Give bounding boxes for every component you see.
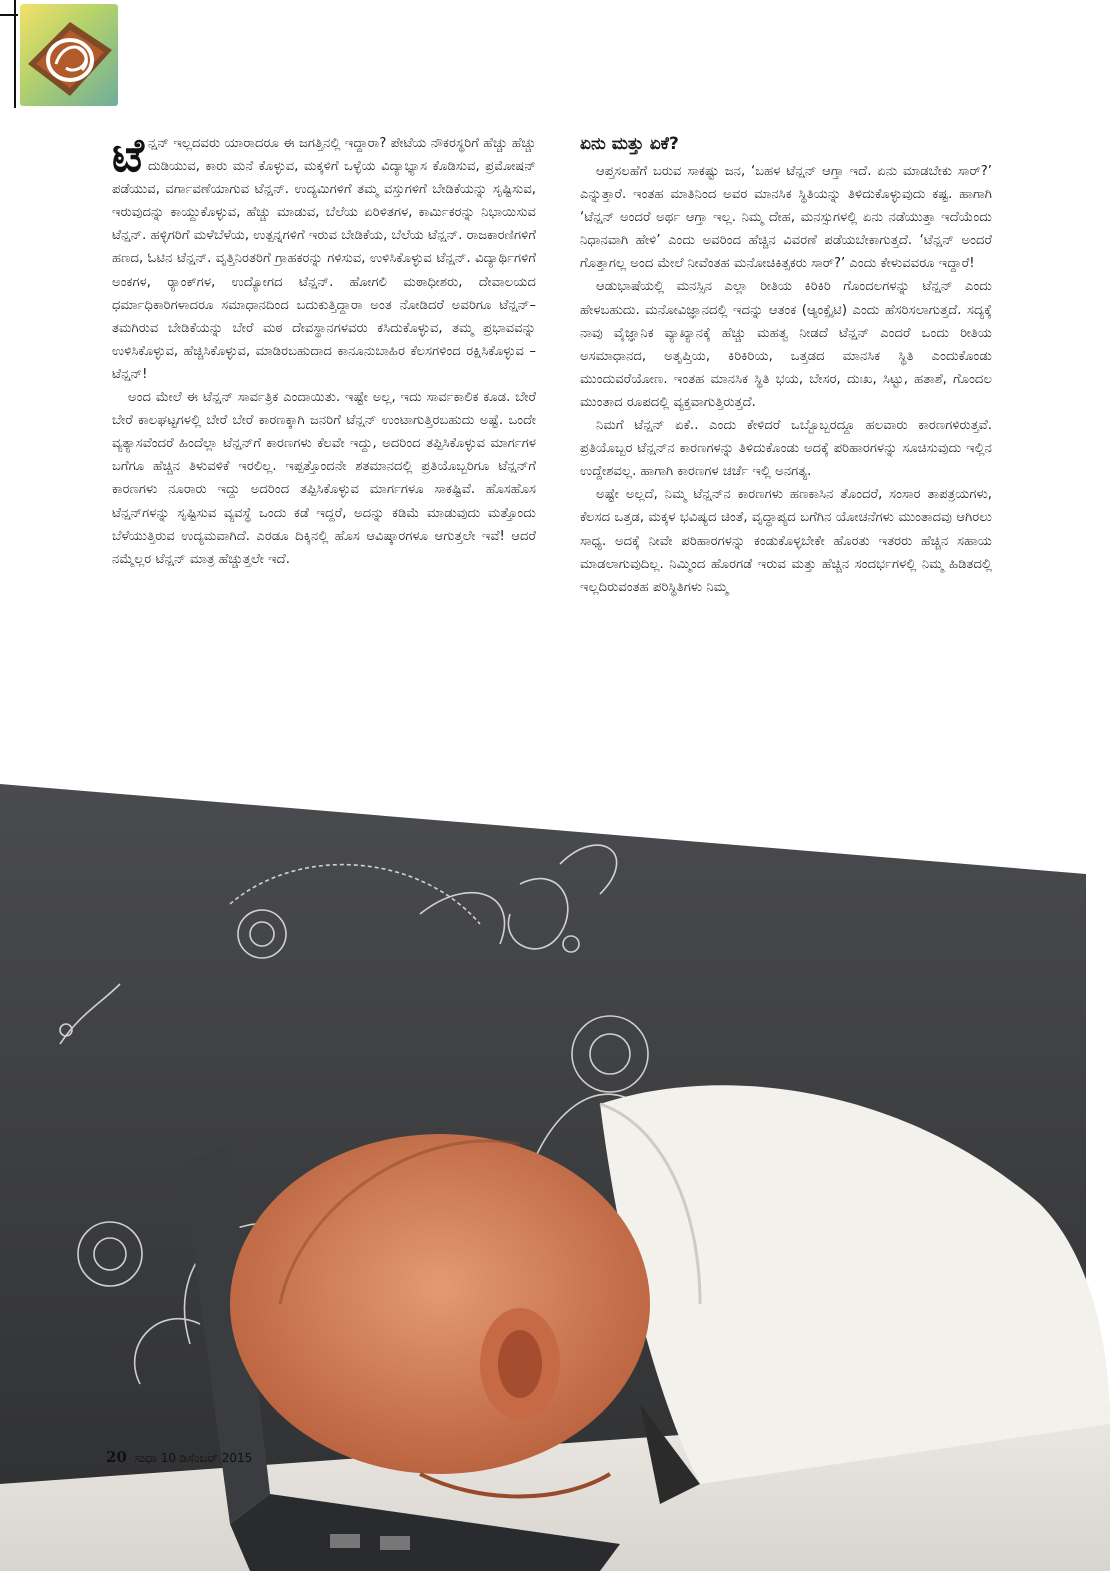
section-heading: ಏನು ಮತ್ತು ಏಕೆ? [580,134,679,154]
page-number: 20 [106,1448,127,1466]
issue-date: 10 ಡಿಸೆಂಬರ್ 2015 [160,1451,253,1465]
crop-mark [14,0,16,108]
article-paragraph [112,128,536,386]
article-paragraph: ಅಷ್ಟೇ ಅಲ್ಲದೆ, ನಿಮ್ಮ ಟೆನ್ಷನ್‌ನ ಕಾರಣಗಳು ಹಣಕಾಸಿನ ತೊಂದರೆ, ಸಂಸಾರ ತಾಪತ್ರಯಗಳು, ಕೆಲಸದ ಒತ್ತಡ, ಮಕ್ಕಳ ಭವಿಷ್ಯದ ಚಿಂತೆ, ವೃದ್ಧಾಪ್ಯದ ಬಗೆಗಿನ ಯೋಚನೆಗಳು ಮುಂತಾದವು ಆಗಿರಲು ಸಾಧ್ಯ. ಅದಕ್ಕೆ ನೀವೇ ಪರಿಹಾರಗಳನ್ನು ಕಂಡುಕೊಳ್ಳಬೇಕೇ ಹೊರತು ಇತರರು ಹೆಚ್ಚಿನ ಸಹಾಯ ಮಾಡಲಾಗುವುದಿಲ್ಲ. ನಿಮ್ಮಿಂದ ಹೊರಗಡೆ ಇರುವ ಮತ್ತು ಹೆಚ್ಚಿನ ಸಂದರ್ಭಗಳಲ್ಲಿ ನಿಮ್ಮ ಹಿಡಿತದಲ್ಲಿ ಇಲ್ಲದಿರುವಂತಹ ಪರಿಸ್ಥಿತಿಗಳು ನಿಮ್ಮ [580,487,992,595]
article-right-column [580,132,992,599]
section-logo [20,4,118,106]
drop-cap: ಟೆ [112,128,144,182]
article-paragraph: ಆಡುಭಾಷೆಯಲ್ಲಿ ಮನಸ್ಸಿನ ಎಲ್ಲಾ ರೀತಿಯ ಕಿರಿಕಿರಿ ಗೊಂದಲಗಳನ್ನು ಟೆನ್ಷನ್ ಎಂದು ಹೇಳಬಹುದು. ಮನೋವಿಜ್ಞಾನದಲ್ಲಿ ಇದನ್ನು ಆತಂಕ (ಆ್ಯಂಕ್ಸೈಟಿ) ಎಂದು ಹೆಸರಿಸಲಾಗುತ್ತದೆ. ಸದ್ಯಕ್ಕೆ ನಾವು ವೈಜ್ಞಾನಿಕ ವ್ಯಾಖ್ಯಾನಕ್ಕೆ ಹೆಚ್ಚು ಮಹತ್ವ ನೀಡದೆ ಟೆನ್ಷನ್ ಎಂದರೆ ಒಂದು ರೀತಿಯ ಅಸಮಾಧಾನದ, ಅತೃಪ್ತಿಯ, ಕಿರಿಕಿರಿಯ, ಒತ್ತಡದ ಮಾನಸಿಕ ಸ್ಥಿತಿ ಎಂದುಕೊಂಡು ಮುಂದುವರೆಯೋಣ. ಇಂತಹ ಮಾನಸಿಕ ಸ್ಥಿತಿ ಭಯ, ಬೇಸರ, ದುಃಖ, ಸಿಟ್ಟು, ಹತಾಶೆ, ಗೊಂದಲ ಮುಂತಾದ ರೂಪದಲ್ಲಿ ವ್ಯಕ್ತವಾಗುತ್ತಿರುತ್ತದೆ. [580,279,992,410]
page-footer [106,1448,252,1466]
article-paragraph: ಅಂದ ಮೇಲೆ ಈ ಟೆನ್ಷನ್ ಸಾರ್ವತ್ರಿಕ ಎಂದಾಯಿತು. ಇಷ್ಟೇ ಅಲ್ಲ, ಇದು ಸಾರ್ವಕಾಲಿಕ ಕೂಡ. ಬೇರೆ ಬೇರೆ ಕಾಲಘಟ್ಟಗಳಲ್ಲಿ ಬೇರೆ ಬೇರೆ ಕಾರಣಕ್ಕಾಗಿ ಜನರಿಗೆ ಟೆನ್ಷನ್ ಉಂಟಾಗುತ್ತಿರಬಹುದು ಅಷ್ಟೆ. ಒಂದೇ ವ್ಯತ್ಯಾಸವೆಂದರೆ ಹಿಂದೆಲ್ಲಾ ಟೆನ್ಷನ್‌ಗೆ ಕಾರಣಗಳು ಕೆಲವೇ ಇದ್ದು, ಅದರಿಂದ ತಪ್ಪಿಸಿಕೊಳ್ಳುವ ಮಾರ್ಗಗಳ ಬಗೆಗೂ ಹೆಚ್ಚಿನ ತಿಳುವಳಿಕೆ ಇರಲಿಲ್ಲ. ಇಪ್ಪತ್ತೊಂದನೇ ಶತಮಾನದಲ್ಲಿ ಪ್ರತಿಯೊಬ್ಬರಿಗೂ ಟೆನ್ಷನ್‌ಗೆ ಕಾರಣಗಳು ನೂರಾರು ಇದ್ದು ಅದರಿಂದ ತಪ್ಪಿಸಿಕೊಳ್ಳುವ ಮಾರ್ಗಗಳೂ ಸಾಕಷ್ಟಿವೆ. ಹೊಸಹೊಸ ಟೆನ್ಷನ್‌ಗಳನ್ನು ಸೃಷ್ಟಿಸುವ ವ್ಯವಸ್ಥೆ ಒಂದು ಕಡೆ ಇದ್ದರೆ, ಅದನ್ನು ಕಡಿಮೆ ಮಾಡುವುದು ಮತ್ತೊಂದು ಬೆಳೆಯುತ್ತಿರುವ ಉದ್ಯಮವಾಗಿದೆ. ಎರಡೂ ದಿಕ್ಕಿನಲ್ಲಿ ಹೊಸ ಆವಿಷ್ಕಾರಗಳೂ ಆಗುತ್ತಲೇ ಇವೆ! ಆದರೆ ನಮ್ಮೆಲ್ಲರ ಟೆನ್ಷನ್ ಮಾತ್ರ ಹೆಚ್ಚುತ್ತಲೇ ಇದೆ. [112,390,536,567]
article-left-column [112,128,536,571]
article-paragraph: ಆಪ್ತಸಲಹೆಗೆ ಬರುವ ಸಾಕಷ್ಟು ಜನ, ‘ಬಹಳ ಟೆನ್ಷನ್ ಆಗ್ತಾ ಇದೆ. ಏನು ಮಾಡಬೇಕು ಸಾರ್?’ ಎನ್ನುತ್ತಾರೆ. ಇಂತಹ ಮಾತಿನಿಂದ ಅವರ ಮಾನಸಿಕ ಸ್ಥಿತಿಯನ್ನು ತಿಳಿದುಕೊಳ್ಳುವುದು ಕಷ್ಟ. ಹಾಗಾಗಿ ‘ಟೆನ್ಷನ್ ಅಂದರೆ ಅರ್ಥ ಆಗ್ತಾ ಇಲ್ಲ. ನಿಮ್ಮ ದೇಹ, ಮನಸ್ಸುಗಳಲ್ಲಿ ಏನು ನಡೆಯುತ್ತಾ ಇದೆಯೆಂದು ನಿಧಾನವಾಗಿ ಹೇಳಿ’ ಎಂದು ಅವರಿಂದ ಹೆಚ್ಚಿನ ವಿವರಣೆ ಪಡೆಯಬೇಕಾಗುತ್ತದೆ. ‘ಟೆನ್ಷನ್ ಅಂದರೆ ಗೊತ್ತಾಗಲ್ಲ ಅಂದ ಮೇಲೆ ನೀವೆಂತಹ ಮನೋಚಿಕಿತ್ಸಕರು ಸಾರ್?’ ಎಂದು ಕೇಳುವವರೂ ಇದ್ದಾರೆ! [580,164,992,272]
magazine-name: ಸುಧಾ [134,1451,157,1465]
crop-mark [0,14,18,16]
paragraph-text: ನ್ಷನ್ ಇಲ್ಲದವರು ಯಾರಾದರೂ ಈ ಜಗತ್ತಿನಲ್ಲಿ ಇದ್ದಾರಾ? ಪೇಟೆಯ ನೌಕರಸ್ಥರಿಗೆ ಹೆಚ್ಚು ಹೆಚ್ಚು ದುಡಿಯುವ, ಕಾರು ಮನೆ ಕೊಳ್ಳುವ, ಮಕ್ಕಳಿಗೆ ಒಳ್ಳೆಯ ವಿದ್ಯಾಭ್ಯಾಸ ಕೊಡಿಸುವ, ಪ್ರಮೋಷನ್ ಪಡೆಯುವ, ವರ್ಗಾವಣೆಯಾಗುವ ಟೆನ್ಷನ್. ಉದ್ಯಮಿಗಳಿಗೆ ತಮ್ಮ ವಸ್ತುಗಳಿಗೆ ಬೇಡಿಕೆಯನ್ನು ಸೃಷ್ಟಿಸುವ, ಇರುವುದನ್ನು ಕಾಯ್ದುಕೊಳ್ಳುವ, ಹೆಚ್ಚು ಮಾಡುವ, ಬೆಲೆಯ ಏರಿಳಿತಗಳ, ಕಾರ್ಮಿಕರನ್ನು ನಿಭಾಯಿಸುವ ಟೆನ್ಷನ್. ಹಳ್ಳಿಗರಿಗೆ ಮಳೆಬೆಳೆಯ, ಉತ್ಪನ್ನಗಳಿಗೆ ಇರುವ ಬೇಡಿಕೆಯ, ಬೆಲೆಯ ಟೆನ್ಷನ್. ರಾಜಕಾರಣಿಗಳಿಗೆ ಹಣದ, ಓಟಿನ ಟೆನ್ಷನ್. ವೃತ್ತಿನಿರತರಿಗೆ ಗ್ರಾಹಕರನ್ನು ಗಳಿಸುವ, ಉಳಿಸಿಕೊಳ್ಳುವ ಟೆನ್ಷನ್. ವಿದ್ಯಾರ್ಥಿಗಳಿಗೆ ಅಂಕಗಳ, ರ್‍ಯಾಂಕ್‌ಗಳ, ಉದ್ಯೋಗದ ಟೆನ್ಷನ್. ಹೋಗಲಿ ಮಠಾಧೀಶರು, ದೇವಾಲಯದ ಧರ್ಮಾಧಿಕಾರಿಗಳಾದರೂ ಸಮಾಧಾನದಿಂದ ಬದುಕುತ್ತಿದ್ದಾರಾ ಅಂತ ನೋಡಿದರೆ ಅವರಿಗೂ ಟೆನ್ಷನ್– ತಮಗಿರುವ ಬೇಡಿಕೆಯನ್ನು ಬೇರೆ ಮಠ ದೇವಸ್ಥಾನಗಳವರು ಕಸಿದುಕೊಳ್ಳುವ, ತಮ್ಮ ಪ್ರಭಾವವನ್ನು ಉಳಿಸಿಕೊಳ್ಳುವ, ಹೆಚ್ಚಿಸಿಕೊಳ್ಳುವ, ಮಾಡಿರಬಹುದಾದ ಕಾನೂನುಬಾಹಿರ ಕೆಲಸಗಳಿಂದ ರಕ್ಷಿಸಿಕೊಳ್ಳುವ –ಟೆನ್ಷನ್! [112,136,536,382]
section-logo-graphic [20,4,118,106]
article-paragraph: ನಿಮಗೆ ಟೆನ್ಷನ್ ಏಕೆ.. ಎಂದು ಕೇಳಿದರೆ ಒಬ್ಬೊಬ್ಬರದ್ದೂ ಹಲವಾರು ಕಾರಣಗಳಿರುತ್ತವೆ. ಪ್ರತಿಯೊಬ್ಬರ ಟೆನ್ಷನ್‌ನ ಕಾರಣಗಳನ್ನು ತಿಳಿದುಕೊಂಡು ಅದಕ್ಕೆ ಪರಿಹಾರಗಳನ್ನು ಸೂಚಿಸುವುದು ಇಲ್ಲಿನ ಉದ್ದೇಶವಲ್ಲ. ಹಾಗಾಗಿ ಕಾರಣಗಳ ಚರ್ಚೆ ಇಲ್ಲಿ ಅನಗತ್ಯ. [580,418,992,480]
